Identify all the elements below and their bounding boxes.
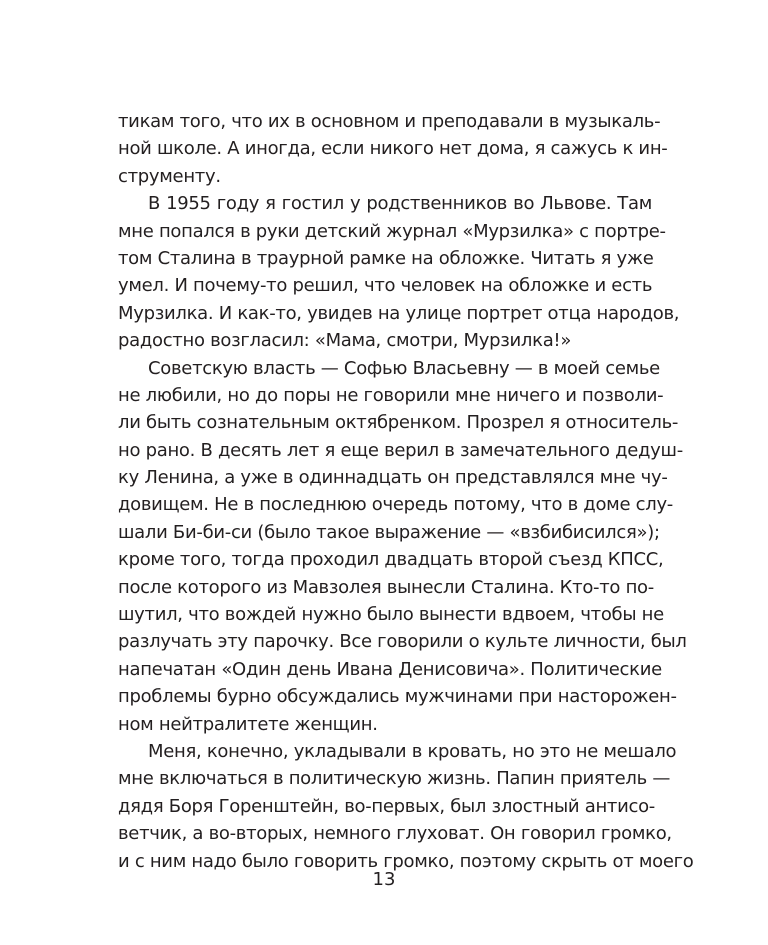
page-number: 13 bbox=[372, 869, 396, 890]
paragraph-4 bbox=[118, 738, 694, 875]
text-line: ной школе. А иногда, если никого нет дома, я сажусь к ин- bbox=[118, 138, 668, 160]
text-line: ветчик, а во-вторых, немного глуховат. Он говорил громко, bbox=[118, 823, 672, 845]
text-line: том Сталина в траурной рамке на обложке. Читать я уже bbox=[118, 247, 654, 269]
text-line: после которого из Мавзолея вынесли Сталина. Кто-то по- bbox=[118, 576, 654, 598]
text-line: шутил, что вождей нужно было вынести вдвоем, чтобы не bbox=[118, 604, 664, 626]
text-line: Советскую власть — Софью Власьевну — в моей семье bbox=[148, 357, 660, 379]
text-line: умел. И почему-то решил, что человек на обложке и есть bbox=[118, 275, 653, 297]
text-line: не любили, но до поры не говорили мне ничего и позволи- bbox=[118, 384, 664, 406]
text-line: Мурзилка. И как-то, увидев на улице портрет отца народов, bbox=[118, 302, 680, 324]
text-line: но рано. В десять лет я еще верил в замечательного дедуш- bbox=[118, 439, 683, 461]
text-line: мне включаться в политическую жизнь. Папин приятель — bbox=[118, 768, 671, 790]
text-line: довищем. Не в последнюю очередь потому, что в доме слу- bbox=[118, 494, 673, 516]
text-line: шали Би-би-си (было такое выражение — «взбибисился»); bbox=[118, 521, 660, 543]
text-line: ку Ленина, а уже в одиннадцать он представлялся мне чу- bbox=[118, 467, 668, 489]
text-line: и с ним надо было говорить громко, поэтому скрыть от моего bbox=[118, 850, 694, 872]
text-line: Меня, конечно, укладывали в кровать, но это не мешало bbox=[148, 740, 677, 762]
text-line: ном нейтралитете женщин. bbox=[118, 713, 378, 735]
text-line: проблемы бурно обсуждались мужчинами при насторожен- bbox=[118, 686, 677, 708]
paragraph-3 bbox=[118, 355, 687, 738]
text-line: мне попался в руки детский журнал «Мурзилка» с портре- bbox=[118, 220, 666, 242]
text-line: дядя Боря Горенштейн, во-первых, был злостный антисо- bbox=[118, 795, 656, 817]
text-line: ли быть сознательным октябренком. Прозрел я относитель- bbox=[118, 412, 679, 434]
text-line: разлучать эту парочку. Все говорили о культе личности, был bbox=[118, 631, 687, 653]
text-line: В 1955 году я гостил у родственников во Львове. Там bbox=[148, 193, 652, 215]
text-line: радостно возгласил: «Мама, смотри, Мурзилка!» bbox=[118, 330, 572, 352]
paragraph-2 bbox=[118, 190, 680, 354]
text-line: напечатан «Один день Ивана Денисовича». Политические bbox=[118, 658, 662, 680]
text-line: струменту. bbox=[118, 165, 221, 187]
paragraph-1 bbox=[118, 108, 668, 190]
text-line: тикам того, что их в основном и преподавали в музыкаль- bbox=[118, 111, 661, 132]
body-text bbox=[118, 108, 694, 875]
text-line: кроме того, тогда проходил двадцать второй съезд КПСС, bbox=[118, 549, 664, 571]
